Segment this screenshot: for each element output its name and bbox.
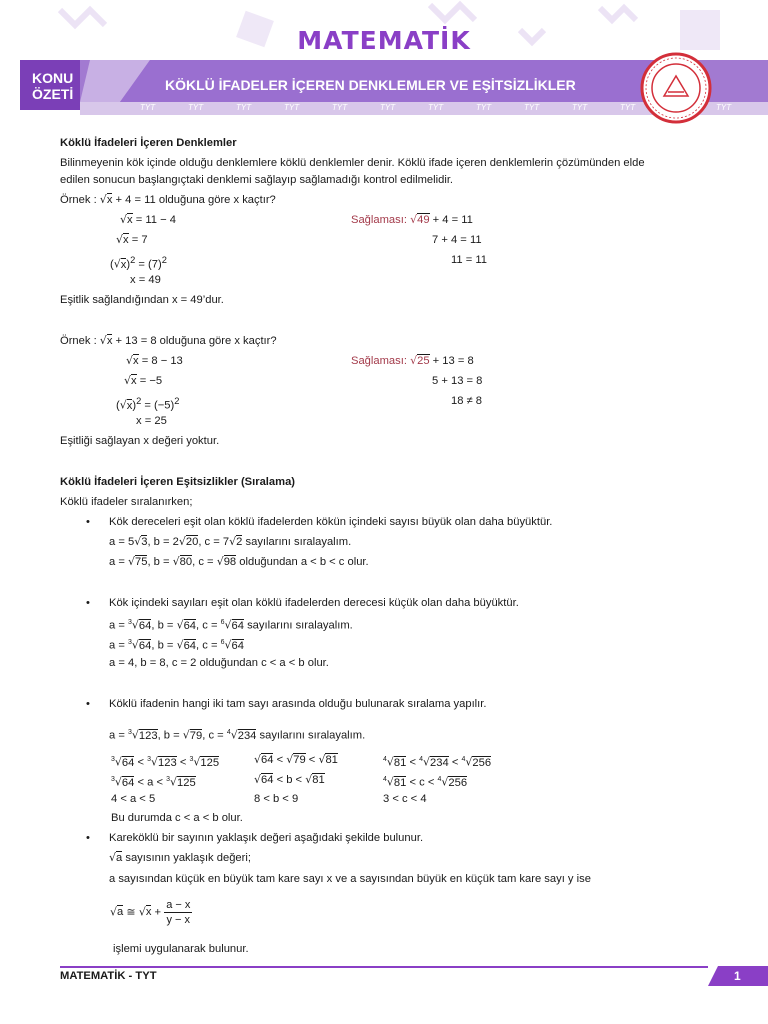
tyt-label: TYT [332,103,348,112]
math-line: 3 < c < 4 [383,793,427,805]
math-line: a = $^3$√64, b = √64, c = $^6$√64 [109,638,244,652]
example-2-step: $(√x)^2 = (-5)^2$ [116,396,180,412]
paragraph-line: Bilinmeyenin kök içinde olduğu denklemlere köklü denklemler denir. Köklü ifade içeren denklemlerin çözümünden elde [60,157,645,169]
tyt-label: TYT [140,103,156,112]
example-1-step: x = 49 [130,274,161,286]
example-2-step: √x = −5 [124,374,163,387]
topic-badge [20,60,80,110]
math-line: √64 < √79 < √81 [254,753,338,766]
bullet-icon: • [86,516,90,528]
example-1-step: √x = 7 [116,233,148,246]
math-line: $^3$√64 < $^3$√123 < $^3$√125 [111,755,220,769]
example-1-conclusion: Eşitlik sağlandığından x = 49’dur. [60,294,224,306]
tyt-label: TYT [572,103,588,112]
example-1-check: 11 = 11 [451,254,487,266]
bullet-text: Kök dereceleri eşit olan köklü ifadelerden kökün içindeki sayısı büyük olan daha büyüktür. [109,516,553,528]
approx-formula: √a ≅ √x + $\frac{a - x}{y - x}$ [110,899,191,926]
page-number: 1 [734,969,741,983]
bullet-icon: • [86,597,90,609]
math-line: a = 5√3, b = 2√20, c = 7√2 sayılarını sıralayalım. [109,535,352,548]
example-1-statement: Örnek : √x + 4 = 11 olduğuna göre x kaçtır? [60,193,276,206]
math-line: a = $^3$√123, b = √79, c = $^4$√234 sayılarını sıralayalım. [109,728,366,742]
paragraph-line: edilen sonucun başlangıçtaki denklemi sağlayıp sağlamadığı kontrol edilmelidir. [60,174,454,186]
section-heading-equations: Köklü İfadeleri İçeren Denklemler [60,137,237,149]
tyt-label: TYT [620,103,636,112]
tyt-label: TYT [236,103,252,112]
example-2-step: √x = 8 − 13 [126,354,183,367]
math-line: a = √75, b = √80, c = √98 olduğundan a < b < c olur. [109,555,369,568]
example-1-step: $(√x)^2 = (7)^2$ [110,255,167,271]
bullet-text: Kök içindeki sayıları eşit olan köklü ifadelerden derecesi küçük olan daha büyüktür. [109,597,519,609]
paragraph-line: Köklü ifadeler sıralanırken; [60,496,193,508]
math-line: $^4$√81 < c < $^4$√256 [383,775,468,789]
paragraph-line: işlemi uygulanarak bulunur. [113,943,249,955]
math-line: √a sayısının yaklaşık değeri; [109,851,251,864]
example-2-check: Sağlaması: √25 + 13 = 8 [351,354,474,367]
example-2-check: 18 ≠ 8 [451,395,483,407]
math-line: $^4$√81 < $^4$√234 < $^4$√256 [383,755,492,769]
tyt-label: TYT [524,103,540,112]
math-line: a = 4, b = 8, c = 2 olduğundan c < a < b olur. [109,657,329,669]
tyt-label: TYT [188,103,204,112]
footer-label: MATEMATİK - TYT [60,970,157,982]
bullet-icon: • [86,832,90,844]
bullet-icon: • [86,698,90,710]
example-1-check: 7 + 4 = 11 [432,234,482,246]
page-title: KÖKLÜ İFADELER İÇEREN DENKLEMLER VE EŞİTSİZLİKLER [165,77,576,93]
tyt-label: TYT [284,103,300,112]
paragraph-line: a sayısından küçük en büyük tam kare sayı x ve a sayısından büyük en küçük tam kare sayı y ise [109,873,591,885]
example-2-check: 5 + 13 = 8 [432,375,483,387]
tyt-label: TYT [380,103,396,112]
math-line: Bu durumda c < a < b olur. [111,812,243,824]
math-line: √64 < b < √81 [254,773,325,786]
formula-fraction: $\frac{a - x}{y - x}$ [166,899,191,926]
math-line: 8 < b < 9 [254,793,299,805]
example-1-check: Sağlaması: √49 + 4 = 11 [351,213,473,226]
example-2-statement: Örnek : √x + 13 = 8 olduğuna göre x kaçtır? [60,334,277,347]
bullet-text: Kareköklü bir sayının yaklaşık değeri aşağıdaki şekilde bulunur. [109,832,424,844]
math-line: 4 < a < 5 [111,793,156,805]
bullet-text: Köklü ifadenin hangi iki tam sayı arasında olduğu bulunarak sıralama yapılır. [109,698,487,710]
tyt-label: TYT [428,103,444,112]
section-heading-inequalities: Köklü İfadeleri İçeren Eşitsizlikler (Sıralama) [60,476,296,488]
tyt-label: TYT [716,103,732,112]
footer-divider [60,966,708,968]
math-line: a = $^3$√64, b = √64, c = $^6$√64 sayılarını sıralayalım. [109,618,353,632]
badge-line1: KONU [32,70,74,86]
example-1-step: √x = 11 − 4 [120,213,176,226]
example-2-conclusion: Eşitliği sağlayan x değeri yoktur. [60,435,220,447]
brand-title: MATEMATİK [297,26,471,55]
tyt-label: TYT [476,103,492,112]
badge-line2: ÖZETİ [32,86,74,102]
ministry-seal-logo [640,52,712,124]
example-2-step: x = 25 [136,415,167,427]
math-line: $^3$√64 < a < $^3$√125 [111,775,196,789]
